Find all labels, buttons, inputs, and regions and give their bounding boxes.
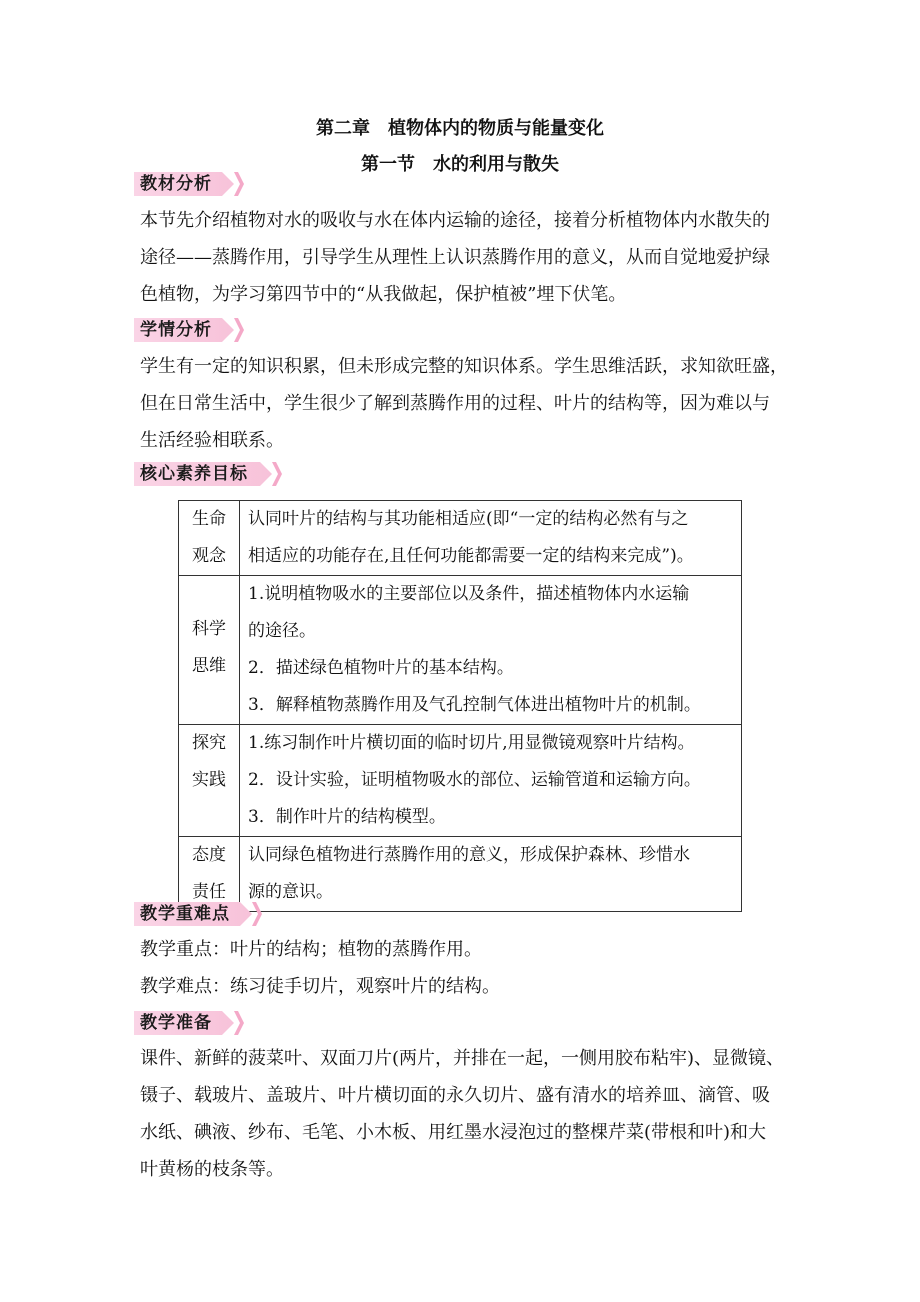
tag-label: 教学重难点 bbox=[140, 904, 230, 924]
table-row bbox=[179, 725, 742, 837]
table-row bbox=[179, 837, 742, 912]
content-line: 源的意识。 bbox=[248, 882, 333, 902]
tag-key-points bbox=[134, 902, 264, 926]
row-label bbox=[179, 576, 240, 725]
tag-material-analysis bbox=[134, 172, 246, 196]
row-content bbox=[240, 725, 742, 837]
label-line: 生命 bbox=[192, 509, 226, 529]
text-line: 生活经验相联系。 bbox=[140, 430, 284, 451]
tag-preparation bbox=[134, 1011, 246, 1035]
content-line: 相适应的功能存在,且任何功能都需要一定的结构来完成”)。 bbox=[248, 546, 694, 566]
content-line: 2．描述绿色植物叶片的基本结构。 bbox=[248, 658, 514, 678]
text-line: 但在日常生活中，学生很少了解到蒸腾作用的过程、叶片的结构等，因为难以与 bbox=[140, 393, 770, 414]
text-line: 课件、新鲜的菠菜叶、双面刀片(两片，并排在一起，一侧用胶布粘牢)、显微镜、 bbox=[140, 1048, 785, 1069]
key-points-text bbox=[140, 931, 785, 1005]
table-row bbox=[179, 501, 742, 576]
label-line: 思维 bbox=[192, 656, 226, 676]
tag-student-analysis bbox=[134, 318, 246, 342]
row-content bbox=[240, 501, 742, 576]
text-line: 色植物，为学习第四节中的“从我做起，保护植被”埋下伏笔。 bbox=[140, 284, 627, 305]
chapter-title: 第二章 植物体内的物质与能量变化 bbox=[316, 118, 604, 139]
content-line: 的途径。 bbox=[248, 621, 316, 641]
label-line: 责任 bbox=[192, 882, 226, 902]
content-line: 认同绿色植物进行蒸腾作用的意义，形成保护森林、珍惜水 bbox=[248, 845, 690, 865]
text-line: 途径——蒸腾作用，引导学生从理性上认识蒸腾作用的意义，从而自觉地爱护绿 bbox=[140, 247, 770, 268]
label-line: 态度 bbox=[192, 845, 226, 865]
section-title: 第一节 水的利用与散失 bbox=[361, 154, 559, 175]
student-analysis-text bbox=[140, 348, 788, 459]
content-line: 3．制作叶片的结构模型。 bbox=[248, 807, 446, 827]
text-line: 学生有一定的知识积累，但未形成完整的知识体系。学生思维活跃，求知欲旺盛， bbox=[140, 356, 788, 377]
text-line: 水纸、碘液、纱布、毛笔、小木板、用红墨水浸泡过的整棵芹菜(带根和叶)和大 bbox=[140, 1122, 767, 1143]
tag-label: 教学准备 bbox=[140, 1013, 212, 1033]
label-line: 观念 bbox=[192, 546, 226, 566]
row-label bbox=[179, 501, 240, 576]
content-line: 1.练习制作叶片横切面的临时切片,用显微镜观察叶片结构。 bbox=[248, 733, 695, 753]
text-line: 镊子、载玻片、盖玻片、叶片横切面的永久切片、盛有清水的培养皿、滴管、吸 bbox=[140, 1085, 770, 1106]
label-line: 科学 bbox=[192, 619, 226, 639]
row-label bbox=[179, 837, 240, 912]
content-line: 认同叶片的结构与其功能相适应(即“一定的结构必然有与之 bbox=[248, 509, 689, 529]
tag-core-goals bbox=[134, 462, 284, 486]
text-line: 本节先介绍植物对水的吸收与水在体内运输的途径，接着分析植物体内水散失的 bbox=[140, 210, 770, 231]
row-content bbox=[240, 576, 742, 725]
label-line: 探究 bbox=[192, 733, 226, 753]
content-line: 1.说明植物吸水的主要部位以及条件，描述植物体内水运输 bbox=[248, 584, 690, 604]
tag-label: 学情分析 bbox=[140, 320, 212, 340]
tag-label: 核心素养目标 bbox=[140, 464, 248, 484]
text-line: 教学难点：练习徒手切片，观察叶片的结构。 bbox=[140, 976, 500, 997]
row-label bbox=[179, 725, 240, 837]
content-line: 3．解释植物蒸腾作用及气孔控制气体进出植物叶片的机制。 bbox=[248, 695, 701, 715]
text-line: 教学重点：叶片的结构；植物的蒸腾作用。 bbox=[140, 939, 482, 960]
core-goals-table bbox=[178, 500, 742, 912]
text-line: 叶黄杨的枝条等。 bbox=[140, 1159, 284, 1180]
label-line: 实践 bbox=[192, 770, 226, 790]
content-line: 2．设计实验，证明植物吸水的部位、运输管道和运输方向。 bbox=[248, 770, 701, 790]
row-content bbox=[240, 837, 742, 912]
preparation-text bbox=[140, 1040, 785, 1188]
material-analysis-text bbox=[140, 202, 785, 313]
tag-label: 教材分析 bbox=[140, 174, 212, 194]
table-row bbox=[179, 576, 742, 725]
